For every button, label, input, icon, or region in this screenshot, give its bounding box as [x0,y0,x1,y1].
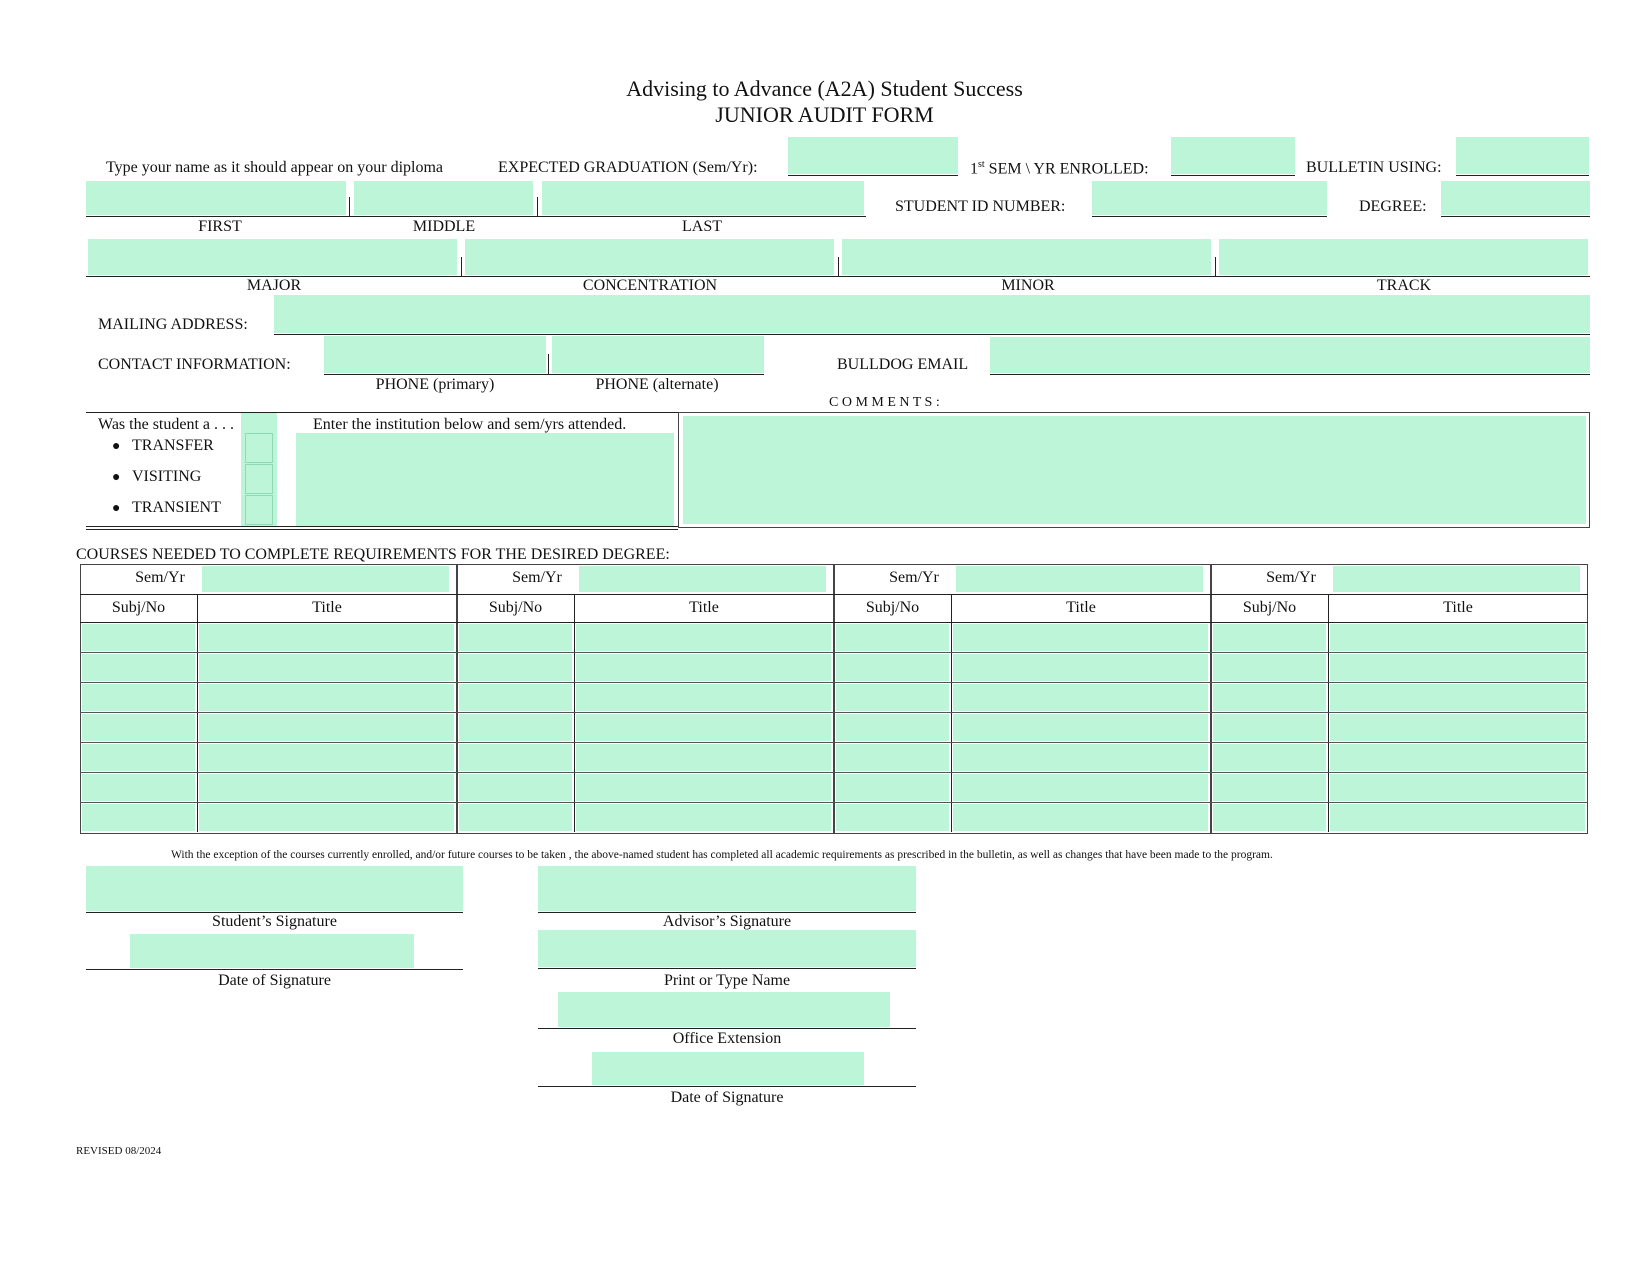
course-subj-no-field[interactable] [82,624,195,651]
title-header: Title [689,599,719,616]
contact-information-label: CONTACT INFORMATION: [98,356,291,373]
minor-field[interactable] [842,239,1211,275]
sem-yr-field[interactable] [956,566,1203,592]
bullet-icon: ● [112,470,121,485]
row-rule [457,742,834,743]
course-subj-no-field[interactable] [459,744,572,771]
course-subj-no-field[interactable] [836,684,949,711]
course-title-field[interactable] [953,744,1208,771]
institution-instruction: Enter the institution below and sem/yrs attended. [313,416,627,433]
advisor-signature-label: Advisor’s Signature [662,913,792,930]
rule [457,594,834,595]
row-rule [80,682,457,683]
rule [80,594,457,595]
transfer-option: TRANSFER [132,437,214,454]
course-title-field[interactable] [576,744,831,771]
expected-graduation-label: EXPECTED GRADUATION (Sem/Yr): [498,159,758,176]
separator [838,257,839,276]
course-subj-no-field[interactable] [836,744,949,771]
first-label: FIRST [198,218,242,235]
transfer-checkbox[interactable] [245,433,273,463]
middle-name-field[interactable] [354,181,533,215]
course-subj-no-field[interactable] [1213,654,1326,681]
row-rule [1211,712,1588,713]
course-subj-no-field[interactable] [836,624,949,651]
institution-field[interactable] [296,433,674,526]
underline [274,334,1590,335]
subj-no-header: Subj/No [1242,599,1297,616]
row-rule [1211,802,1588,803]
comments-label: C O M M E N T S : [829,395,940,410]
course-title-field[interactable] [1330,804,1585,831]
phone-primary-field[interactable] [324,336,546,373]
underline [86,216,866,217]
mailing-address-field[interactable] [274,295,1590,333]
middle-label: MIDDLE [412,218,476,235]
underline [538,968,916,969]
phone-alternate-label: PHONE (alternate) [595,376,719,393]
block-bottom-rule [86,526,678,527]
column-rule [197,594,198,832]
courses-heading: COURSES NEEDED TO COMPLETE REQUIREMENTS FOR THE DESIRED DEGREE: [76,546,670,563]
title-header: Title [1066,599,1096,616]
course-subj-no-field[interactable] [836,654,949,681]
phone-alternate-field[interactable] [552,336,764,373]
underline [538,1086,916,1087]
bulletin-label: BULLETIN USING: [1306,159,1442,176]
underline [1456,175,1589,176]
course-subj-no-field[interactable] [1213,804,1326,831]
row-rule [80,742,457,743]
column-rule [1328,594,1329,832]
track-label: TRACK [1376,277,1432,294]
student-id-label: STUDENT ID NUMBER: [895,198,1066,215]
last-label: LAST [682,218,722,235]
course-subj-no-field[interactable] [82,654,195,681]
separator [548,354,549,374]
advisor-date-field[interactable] [592,1052,864,1085]
expected-graduation-field[interactable] [788,137,958,174]
course-subj-no-field[interactable] [82,684,195,711]
course-subj-no-field[interactable] [459,774,572,801]
underline [1441,216,1590,217]
revised-date: REVISED 08/2024 [76,1145,162,1157]
sem-yr-field[interactable] [579,566,826,592]
title-header: Title [312,599,342,616]
form-subtitle: JUNIOR AUDIT FORM [715,102,934,127]
course-title-field[interactable] [576,774,831,801]
course-subj-no-field[interactable] [459,714,572,741]
row-rule [834,772,1211,773]
underline [324,374,764,375]
course-title-field[interactable] [576,654,831,681]
course-title-field[interactable] [953,774,1208,801]
first-name-field[interactable] [86,181,346,215]
row-rule [834,682,1211,683]
course-title-field[interactable] [199,744,454,771]
rule [1211,622,1588,623]
course-title-field[interactable] [1330,774,1585,801]
course-subj-no-field[interactable] [836,774,949,801]
row-rule [80,652,457,653]
course-subj-no-field[interactable] [459,804,572,831]
advisor-signature-field[interactable] [538,866,916,911]
row-rule [1211,682,1588,683]
office-extension-label: Office Extension [672,1030,782,1047]
course-title-field[interactable] [199,624,454,651]
row-rule [834,712,1211,713]
student-signature-label: Student’s Signature [212,913,337,930]
print-name-label: Print or Type Name [663,972,791,989]
last-name-field[interactable] [542,181,864,215]
office-extension-field[interactable] [558,992,890,1027]
row-rule [457,652,834,653]
row-rule [80,772,457,773]
course-subj-no-field[interactable] [82,774,195,801]
concentration-label: CONCENTRATION [582,277,718,294]
separator [537,197,538,216]
row-rule [834,742,1211,743]
row-rule [834,652,1211,653]
student-signature-field[interactable] [86,866,463,911]
course-title-field[interactable] [953,624,1208,651]
underline [788,175,958,176]
bullet-icon: ● [112,439,121,454]
underline [1092,216,1327,217]
course-title-field[interactable] [576,714,831,741]
course-title-field[interactable] [576,624,831,651]
course-title-field[interactable] [953,714,1208,741]
course-title-field[interactable] [953,804,1208,831]
form-title: Advising to Advance (A2A) Student Success [626,76,1023,101]
transient-option: TRANSIENT [132,499,221,516]
course-title-field[interactable] [199,774,454,801]
bulldog-email-label: BULLDOG EMAIL [837,356,969,373]
column-rule [951,594,952,832]
rule [834,594,1211,595]
row-rule [457,712,834,713]
course-subj-no-field[interactable] [82,744,195,771]
course-title-field[interactable] [953,654,1208,681]
major-label: MAJOR [246,277,302,294]
block-bottom-rule [86,529,678,530]
degree-label: DEGREE: [1359,198,1427,215]
major-field[interactable] [88,239,457,275]
student-date-field[interactable] [130,934,414,968]
bullet-icon: ● [112,501,121,516]
course-title-field[interactable] [1330,714,1585,741]
course-subj-no-field[interactable] [1213,684,1326,711]
first-sem-enrolled-field[interactable] [1171,137,1295,174]
first-sem-label: 1st SEM \ YR ENROLLED: [970,159,1149,178]
row-rule [80,712,457,713]
course-title-field[interactable] [953,684,1208,711]
course-title-field[interactable] [1330,744,1585,771]
underline [86,276,1590,277]
print-name-field[interactable] [538,930,916,967]
track-field[interactable] [1219,239,1588,275]
concentration-field[interactable] [465,239,834,275]
course-subj-no-field[interactable] [459,654,572,681]
row-rule [80,802,457,803]
rule [457,622,834,623]
course-title-field[interactable] [576,804,831,831]
row-rule [1211,742,1588,743]
student-date-label: Date of Signature [218,972,331,989]
rule [1211,594,1588,595]
course-title-field[interactable] [199,654,454,681]
visiting-checkbox[interactable] [245,464,273,494]
mailing-address-label: MAILING ADDRESS: [98,316,248,333]
phone-primary-label: PHONE (primary) [375,376,495,393]
row-rule [457,682,834,683]
sem-yr-field[interactable] [1333,566,1580,592]
advisor-date-label: Date of Signature [670,1089,784,1106]
transfer-question: Was the student a . . . [98,416,235,433]
visiting-option: VISITING [132,468,202,485]
subj-no-header: Subj/No [865,599,920,616]
sem-yr-label: Sem/Yr [1266,569,1316,586]
degree-field[interactable] [1441,181,1590,215]
row-rule [457,772,834,773]
underline [990,374,1590,375]
course-title-field[interactable] [199,804,454,831]
comments-field[interactable] [683,416,1586,524]
sem-yr-label: Sem/Yr [889,569,939,586]
course-subj-no-field[interactable] [1213,714,1326,741]
title-header: Title [1443,599,1473,616]
underline [1171,175,1295,176]
course-title-field[interactable] [1330,684,1585,711]
underline [86,969,463,970]
transient-checkbox[interactable] [245,495,273,525]
course-title-field[interactable] [199,684,454,711]
rule [834,622,1211,623]
row-rule [1211,772,1588,773]
subj-no-header: Subj/No [111,599,166,616]
student-id-field[interactable] [1092,181,1327,215]
minor-label: MINOR [1001,277,1055,294]
subj-no-header: Subj/No [488,599,543,616]
bulletin-field[interactable] [1456,137,1589,174]
separator [349,197,350,216]
course-title-field[interactable] [199,714,454,741]
course-title-field[interactable] [576,684,831,711]
course-subj-no-field[interactable] [836,714,949,741]
sem-yr-label: Sem/Yr [512,569,562,586]
separator [461,257,462,276]
course-subj-no-field[interactable] [459,684,572,711]
separator [1215,257,1216,276]
course-subj-no-field[interactable] [82,714,195,741]
course-subj-no-field[interactable] [82,804,195,831]
course-title-field[interactable] [1330,624,1585,651]
bulldog-email-field[interactable] [990,337,1590,373]
course-subj-no-field[interactable] [1213,744,1326,771]
underline [538,1028,916,1029]
course-subj-no-field[interactable] [459,624,572,651]
course-subj-no-field[interactable] [1213,624,1326,651]
course-subj-no-field[interactable] [1213,774,1326,801]
row-rule [834,802,1211,803]
certification-statement: With the exception of the courses currently enrolled, and/or future courses to be taken , the above-named student has completed all academic requirements as prescribed in the bulletin, as well as changes that have been made to the program. [171,849,1273,861]
row-rule [1211,652,1588,653]
sem-yr-field[interactable] [202,566,449,592]
column-rule [574,594,575,832]
course-title-field[interactable] [1330,654,1585,681]
row-rule [457,802,834,803]
course-subj-no-field[interactable] [836,804,949,831]
name-instruction: Type your name as it should appear on your diploma [106,159,444,176]
rule [80,622,457,623]
sem-yr-label: Sem/Yr [135,569,185,586]
